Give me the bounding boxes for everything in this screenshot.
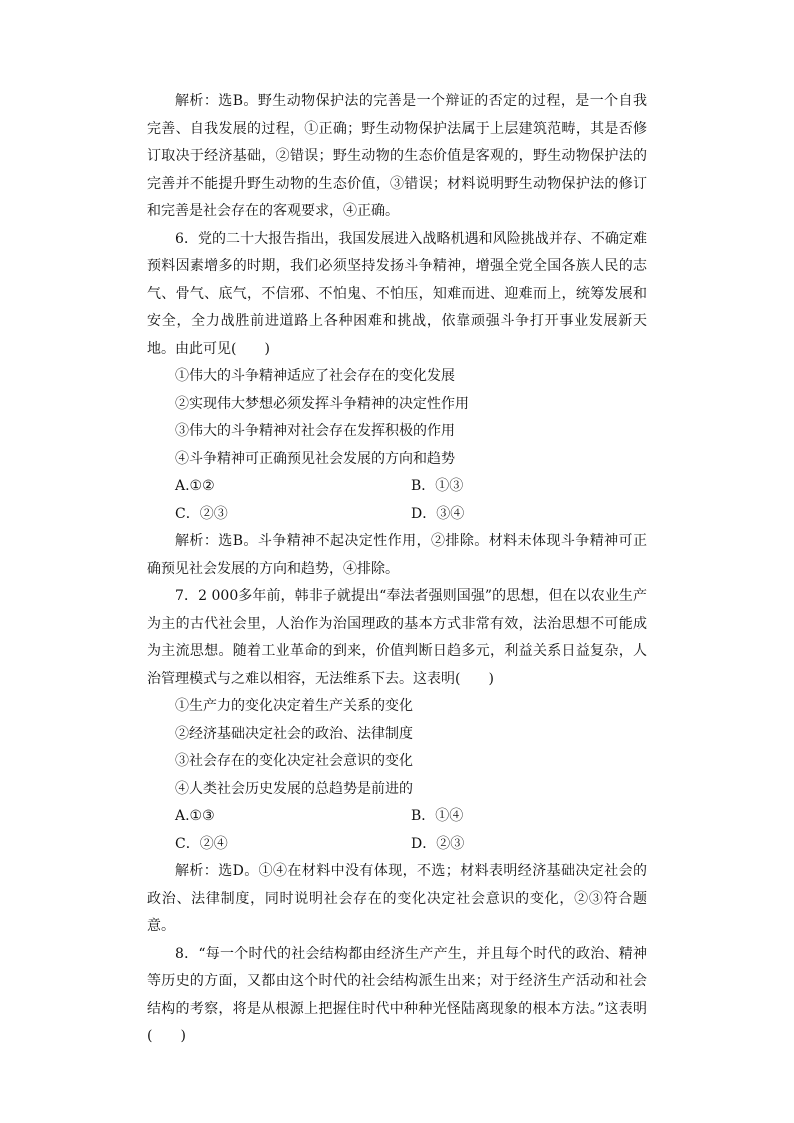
q6-analysis: 解析：选B。斗争精神不起决定性作用，②排除。材料未体现斗争精神可正确预见社会发展的方向和趋势，④排除。 xyxy=(147,533,647,577)
q7-choice-d: D．②③ xyxy=(411,835,465,852)
analysis-q5: 解析：选B。野生动物保护法的完善是一个辩证的否定的过程，是一个自我完善、自我发展的过程，①正确；野生动物保护法属于上层建筑范畴，其是否修订取决于经济基础，②错误；野生动物的生态价值是客观的，野生动物保护法的完善并不能提升野生动物的生态价值，③错误；材料说明野生动物保护法的修订和完善是社会存在的客观要求，④正确。 xyxy=(147,93,647,219)
q6-choices-row-1 xyxy=(147,473,647,501)
q7-analysis: 解析：选D。①④在材料中没有体现，不选；材料表明经济基础决定社会的政治、法律制度，同时说明社会存在的变化决定社会意识的变化，②③符合题意。 xyxy=(147,863,647,934)
q6-choice-a: A.①② xyxy=(175,478,215,494)
q6-option-3: ③伟大的斗争精神对社会存在发挥积极的作用 xyxy=(175,423,455,439)
question-7-stem: 7．2 000多年前，韩非子就提出“奉法者强则国强”的思想，但在以农业生产为主的古代社会里，人治作为治国理政的基本方式非常有效，法治思想不可能成为主流思想。随着工业革命的到来，价值判断日趋多元，利益关系日益复杂，人治管理模式与之难以相容，无法维系下去。这表明( ) xyxy=(147,588,647,687)
q6-choice-b: B．①③ xyxy=(411,478,464,494)
document-page xyxy=(147,88,647,1051)
q6-option-2: ②实现伟大梦想必须发挥斗争精神的决定性作用 xyxy=(175,395,469,412)
q7-option-3: ③社会存在的变化决定社会意识的变化 xyxy=(175,753,413,769)
q7-choice-b: B．①④ xyxy=(411,808,464,824)
q7-choices-row-2 xyxy=(147,831,647,859)
q6-option-4: ④斗争精神可正确预见社会发展的方向和趋势 xyxy=(175,450,455,467)
q7-choice-c: C．②④ xyxy=(175,835,228,852)
q7-choices-row-1 xyxy=(147,803,647,831)
q7-choice-a: A.①③ xyxy=(175,808,215,824)
q7-option-2: ②经济基础决定社会的政治、法律制度 xyxy=(175,725,413,742)
q6-choices-row-2 xyxy=(147,501,647,529)
question-8-stem: 8．“每一个时代的社会结构都由经济生产产生，并且每个时代的政治、精神等历史的方面，又都由这个时代的社会结构派生出来；对于经济生产活动和社会结构的考察，将是从根源上把握住时代中种种光怪陆离现象的根本方法。”这表明( ) xyxy=(147,945,647,1044)
q6-choice-c: C．②③ xyxy=(175,505,228,522)
q7-option-1: ①生产力的变化决定着生产关系的变化 xyxy=(175,698,413,714)
q6-choice-d: D．③④ xyxy=(411,505,465,522)
q7-option-4: ④人类社会历史发展的总趋势是前进的 xyxy=(175,780,413,797)
question-6-stem: 6．党的二十大报告指出，我国发展进入战略机遇和风险挑战并存、不确定难预料因素增多的时期，我们必须坚持发扬斗争精神，增强全党全国各族人民的志气、骨气、底气，不信邪、不怕鬼、不怕压，知难而进、迎难而上，统筹发展和安全，全力战胜前进道路上各种困难和挑战，依靠顽强斗争打开事业发展新天地。由此可见( ) xyxy=(147,230,647,357)
q6-option-1: ①伟大的斗争精神适应了社会存在的变化发展 xyxy=(175,368,455,384)
